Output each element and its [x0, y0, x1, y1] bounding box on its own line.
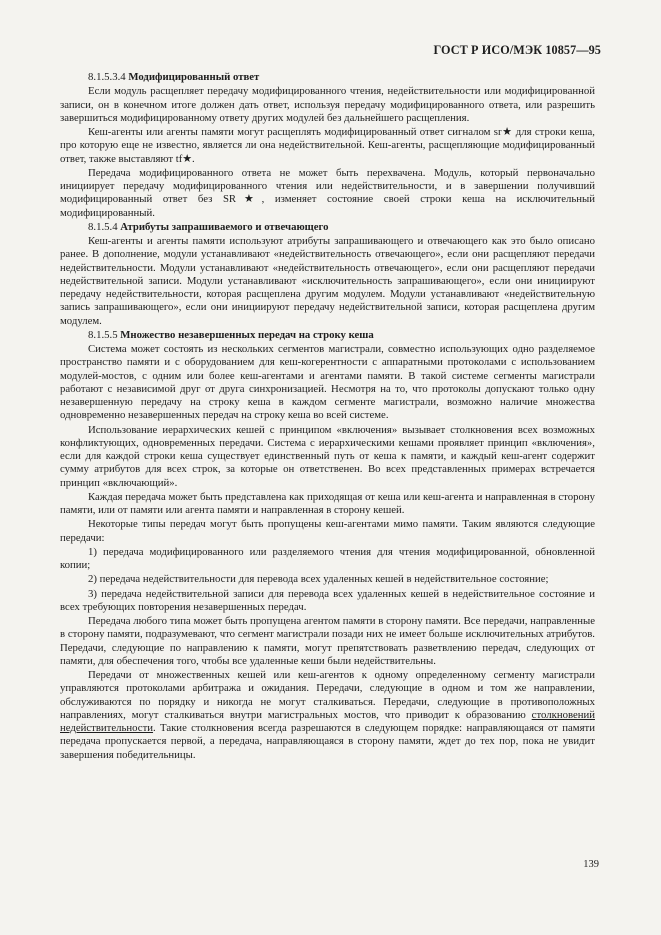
- section-number: 8.1.5.3.4: [88, 71, 126, 83]
- paragraph: [60, 669, 595, 762]
- section-title: Атрибуты запрашиваемого и отвечающего: [120, 220, 329, 233]
- standard-header: ГОСТ Р ИСО/МЭК 10857—95: [433, 43, 601, 57]
- paragraph: Каждая передача может быть представлена как приходящая от кеша или кеш-агента и направленная в сторону памяти, или от памяти или агента памяти и направленная в сторону кешей.: [60, 490, 595, 516]
- section-number: 8.1.5.4: [88, 220, 118, 233]
- section-heading-8-1-5-5: [60, 329, 595, 342]
- section-number: 8.1.5.5: [88, 328, 118, 341]
- paragraph-text: . Такие столкновения всегда разрешаются в следующем порядке: направляющаяся от памяти передача пропускается первой, а передача, направляющаяся в сторону памяти, ждет до тех пор, пока не увидит завершения победительницы.: [60, 722, 595, 761]
- paragraph: Кеш-агенты и агенты памяти используют атрибуты запрашивающего и отвечающего как это было описано ранее. В дополнение, модули устанавливают «недействительность отвечающего», если они расщепляют передачи недействительности. Модули устанавливают «недействительность отвечающего», если они расщепляют передачи недействительной записи. Модули устанавливают «исключительность запрашивающего», если они инициируют передачу недействительности, которая расщеплена другим модулем. Модули устанавливают «недействительную запись запрашивающего», если они инициируют передачу недействительной записи, которая расщеплена другим модулем.: [60, 235, 595, 327]
- paragraph: Кеш-агенты или агенты памяти могут расщеплять модифицированный ответ сигналом sr★ для строки кеша, про которую еще не известно, является ли она недействительной. Кеш-агенты, расщепляющие модифицированный ответ, также выставляют tf★.: [60, 126, 595, 165]
- section-heading-8-1-5-3-4: [60, 71, 595, 84]
- page-number: 139: [583, 859, 599, 870]
- paragraph-text: Передачи от множественных кешей или кеш-агентов к одному определенному сегменту магистрали управляются протоколами арбитража и ожидания. Передачи, следующие в одном и том же направлении, обслуживаются по порядку и никогда не могут сталкиваться. Передачи, следующие в противоположных направлениях, могут сталкиваться внутри магистральных мостов, что приводит к образованию: [60, 669, 595, 721]
- section-title: Множество незавершенных передач на строку кеша: [120, 328, 374, 341]
- paragraph: Передача модифицированного ответа не может быть перехвачена. Модуль, который первоначально инициирует передачу модифицированного чтения или недействительности, и в завершении получивший модифицированный ответ без SR★, изменяет состояние своей строки кеша на исключительный модифицированный.: [60, 166, 595, 219]
- paragraph: Передача любого типа может быть пропущена агентом памяти в сторону памяти. Все передачи, направленные в сторону памяти, подразумевают, что сегмент магистрали позади них не имеет больше исключительных атрибутов. Передачи, следующие по направлению к памяти, могут препятствовать разветвлению передач, следующих от памяти, для обеспечения того, чтобы все удаленные кеши были недействительны.: [60, 615, 595, 667]
- page-content: [60, 70, 595, 762]
- paragraph: Система может состоять из нескольких сегментов магистрали, совместно использующих одно разделяемое пространство памяти и с оборудованием для кеш-когерентности с аппаратными протоколами с использованием модулей-мостов, с одним или более кеш-агентами и агентами памяти. В такой системе сегменты магистрали работают с независимой друг от друга синхронизацией. Несмотря на то, что протоколы допускают только одну незавершенную передачу на строку кеша в каждом сегменте магистрали, возможно наличие множества одновременно незавершенных передач на строку кеша во всей системе.: [60, 343, 595, 422]
- list-item: 2) передача недействительности для перевода всех удаленных кешей в недействительное состояние;: [88, 573, 549, 586]
- list-item: 1) передача модифицированного или разделяемого чтения для чтения модифицированной, обновленной копии;: [60, 545, 595, 571]
- section-heading-8-1-5-4: [60, 221, 595, 234]
- paragraph: Использование иерархических кешей с принципом «включения» вызывает столкновения всех возможных конфликтующих, одновременных передачи. Система с иерархическими кешами проявляет принцип «включения», если для каждой строки кеша существует единственный путь от кеша к памяти, и каждый кеш-агент содержит сумму атрибутов для всех строк, за которые он ответственен. Во всех представленных примерах встречается принцип «включающий».: [60, 423, 595, 489]
- list-item: 3) передача недействительной записи для перевода всех удаленных кешей в недействительное состояние и всех требующих повторения незавершенных передач.: [60, 587, 595, 613]
- paragraph: Некоторые типы передач могут быть пропущены кеш-агентами мимо памяти. Таким являются следующие передачи:: [60, 518, 595, 544]
- paragraph: Если модуль расщепляет передачу модифицированного чтения, недействительности или модифицированной записи, он в конечном итоге должен дать ответ, используя передачу модифицированного ответа, или разрешить завершиться модифицированному ответу других модулей без дальнейшего расщепления.: [60, 85, 595, 124]
- underlined-term: столкновений недействительности: [60, 708, 595, 734]
- section-title: Модифицированный ответ: [128, 71, 260, 83]
